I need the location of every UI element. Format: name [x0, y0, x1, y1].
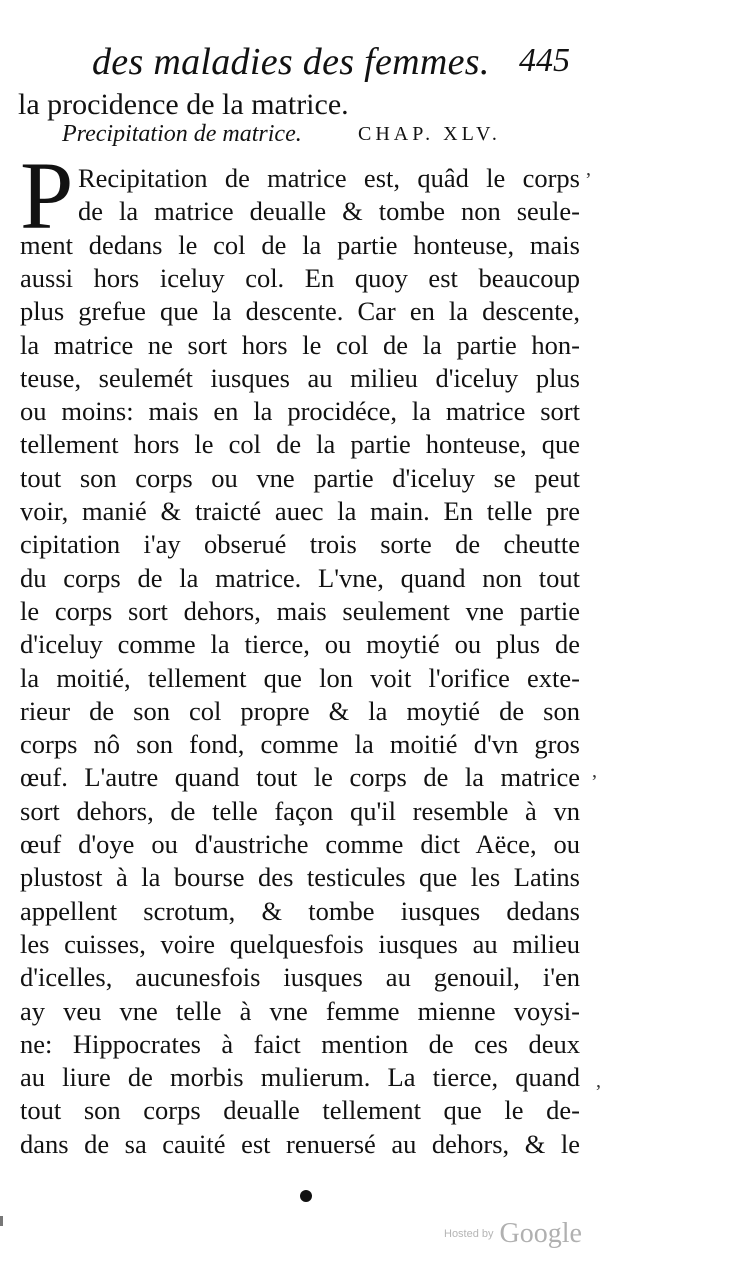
chapter-title: Precipitation de matrice. — [62, 121, 302, 147]
margin-mark: , — [596, 1070, 601, 1092]
text-line: la moitié, tellement que lon voit l'orifice exte- — [20, 662, 580, 693]
text-line: teuse, seulemét iusques au milieu d'iceluy plus — [20, 362, 580, 393]
text-line: tellement hors le col de la partie honteuse, que — [20, 429, 580, 460]
margin-mark: , — [586, 158, 591, 180]
text-line: dans de sa cauité est renuersé au dehors, & le — [20, 1128, 580, 1159]
text-line: la matrice ne sort hors le col de la partie hon- — [20, 329, 580, 360]
chapter-heading — [62, 121, 532, 153]
text-line: d'iceluy comme la tierce, ou moytié ou plus de — [20, 629, 580, 660]
text-line: sort dehors, de telle façon qu'il resemble à vn — [20, 795, 580, 826]
text-line: tout son corps ou vne partie d'iceluy se peut — [20, 462, 580, 493]
page-edge-mark — [0, 1216, 3, 1226]
text-line: appellent scrotum, & tombe iusques dedans — [20, 895, 580, 926]
text-line: ay veu vne telle à vne femme mienne voysi- — [20, 995, 580, 1026]
text-line: ment dedans le col de la partie honteuse, mais — [20, 229, 580, 260]
text-line: de la matrice deualle & tombe non seule- — [78, 196, 580, 227]
text-line: ou moins: mais en la procidéce, la matrice sort — [20, 396, 580, 427]
text-line: corps nô son fond, comme la moitié d'vn gros — [20, 729, 580, 760]
text-line: plustost à la bourse des testicules que les Latins — [20, 862, 580, 893]
margin-mark: , — [592, 760, 597, 782]
text-line: au liure de morbis mulierum. La tierce, quand — [20, 1062, 580, 1093]
page-number: 445 — [519, 42, 570, 79]
text-line: voir, manié & traicté auec la main. En telle pre — [20, 496, 580, 526]
text-line: rieur de son col propre & la moytié de son — [20, 695, 580, 726]
text-line: ne: Hippocrates à faict mention de ces deux — [20, 1028, 580, 1059]
text-line: d'icelles, aucunesfois iusques au genouil, i'en — [20, 962, 580, 993]
text-line: les cuisses, voire quelquesfois iusques au milieu — [20, 928, 580, 959]
text-line: tout son corps deualle tellement que le de- — [20, 1095, 580, 1126]
text-line: aussi hors iceluy col. En quoy est beaucoup — [20, 262, 580, 293]
text-line: le corps sort dehors, mais seulement vne partie — [20, 595, 580, 626]
text-line: œuf. L'autre quand tout le corps de la matrice — [20, 762, 580, 793]
text-line: œuf d'oye ou d'austriche comme dict Aëce, ou — [20, 829, 580, 859]
hosted-by-label: Hosted by — [444, 1228, 494, 1240]
chapter-label: CHAP. XLV. — [358, 123, 501, 145]
ornament-dot — [300, 1190, 312, 1202]
catchline-previous-chapter: la procidence de la matrice. — [18, 88, 349, 121]
google-logo: Google — [499, 1218, 582, 1249]
running-head-title: des maladies des femmes. — [92, 41, 490, 83]
running-head — [92, 38, 572, 88]
text-line: plus grefue que la descente. Car en la descente, — [20, 296, 580, 327]
text-line: Recipitation de matrice est, quâd le corps — [78, 163, 580, 193]
text-line: du corps de la matrice. L'vne, quand non tout — [20, 562, 580, 593]
text-line: cipitation i'ay obserué trois sorte de cheutte — [20, 529, 580, 560]
drop-cap-initial: P — [20, 142, 74, 249]
hosted-by-google-watermark — [444, 1218, 582, 1250]
